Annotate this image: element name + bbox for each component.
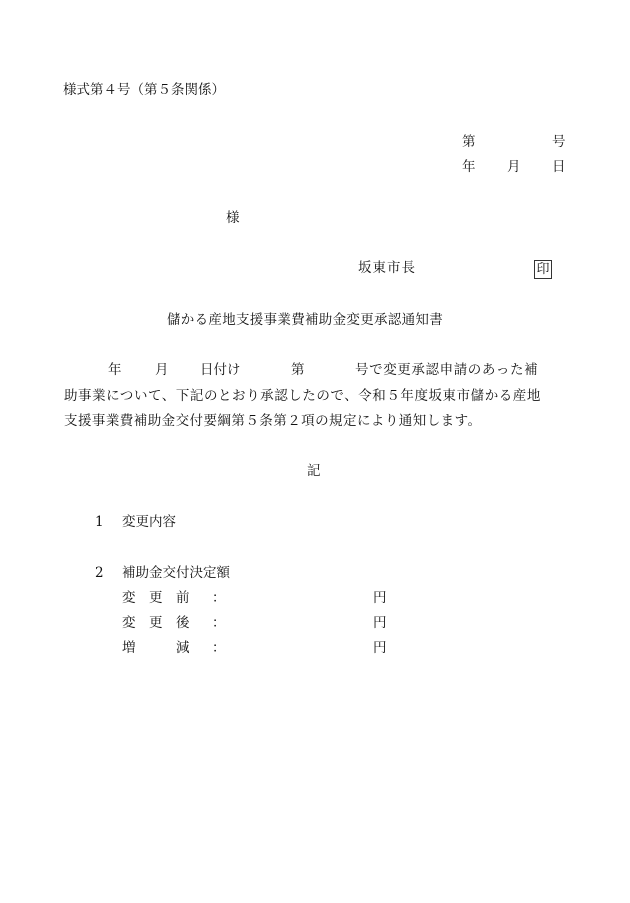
body-line1-rest: 号で変更承認申請のあった補 [355,362,539,378]
item-1-number: 1 [95,514,104,530]
document-title: 儲かる産地支援事業費補助金変更承認通知書 [167,312,443,328]
amount-after-unit: 円 [373,615,387,631]
body-dai: 第 [291,362,305,378]
form-label: 様式第４号（第５条関係） [63,82,225,98]
amount-diff-unit: 円 [373,640,387,656]
body-date-suffix: 日付け [200,362,241,378]
amount-before-colon: ： [212,590,226,606]
issuer-name: 坂東市長 [358,260,416,276]
date-year: 年 [462,159,476,175]
body-line3: 支援事業費補助金交付要綱第５条第２項の規定により通知します。 [64,413,482,429]
amount-before-unit: 円 [373,590,387,606]
addressee-suffix: 様 [226,210,240,226]
ref-dai: 第 [462,134,476,150]
seal-mark: 印 [534,260,552,279]
item-2-number: 2 [95,565,104,581]
amount-before-label: 変 更 前 [122,590,190,606]
body-month: 月 [155,362,169,378]
date-month: 月 [507,159,521,175]
amount-diff-colon: ： [212,640,226,656]
amount-diff-label: 増 減 [122,640,190,656]
item-2-label: 補助金交付決定額 [122,565,230,581]
date-day: 日 [552,159,566,175]
ref-go: 号 [552,134,566,150]
amount-after-label: 変 更 後 [122,615,190,631]
ki-heading: 記 [307,463,321,479]
amount-after-colon: ： [212,615,226,631]
item-1-label: 変更内容 [122,514,176,530]
body-line2: 助事業について、下記のとおり承認したので、令和５年度坂東市儲かる産地 [64,388,541,404]
body-year: 年 [108,362,122,378]
